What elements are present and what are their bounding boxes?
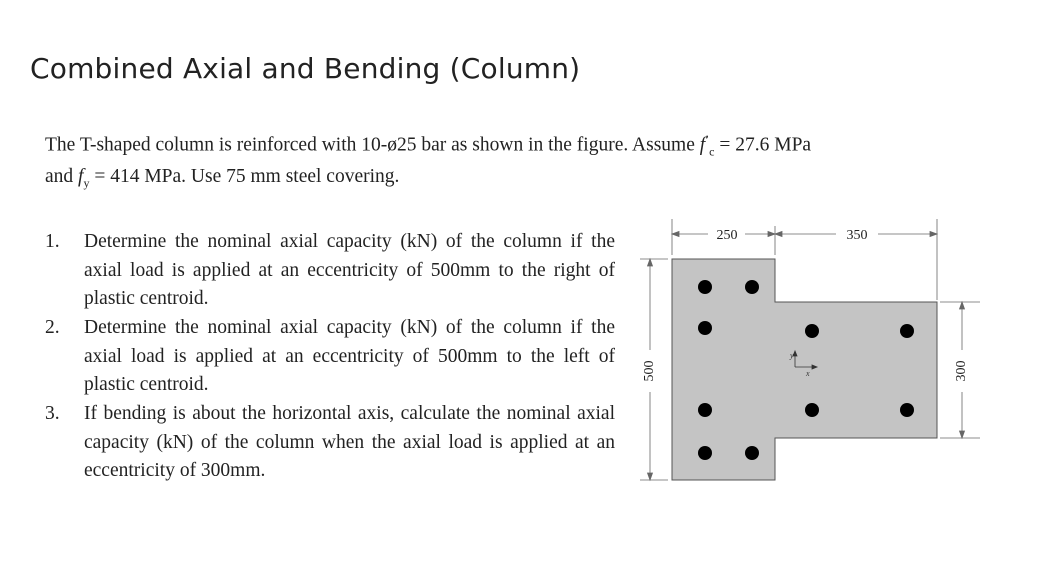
dim-250-label: 250 bbox=[716, 228, 738, 243]
question-text: Determine the nominal axial capacity (kN) of the column if the axial load is applied at an eccentricity of 500mm to the right of plastic centroid. bbox=[84, 231, 615, 309]
question-number: 3. bbox=[45, 403, 60, 424]
rebar bbox=[698, 280, 712, 294]
fy-value: = 414 MPa. Use 75 mm steel covering. bbox=[89, 166, 400, 188]
fc-value: = 27.6 MPa bbox=[714, 134, 812, 156]
question-item bbox=[45, 228, 615, 314]
intro-and: and bbox=[45, 166, 79, 188]
concrete-section bbox=[672, 259, 937, 480]
rebar bbox=[745, 446, 759, 460]
dim-500-label: 500 bbox=[642, 360, 658, 382]
question-text: If bending is about the horizontal axis, calculate the nominal axial capacity (kN) of the column when the axial load is applied at an eccentricity of 300mm. bbox=[84, 403, 615, 481]
question-item bbox=[45, 314, 615, 400]
rebar bbox=[745, 280, 759, 294]
fy-subscript: y bbox=[83, 176, 90, 191]
rebar bbox=[805, 403, 819, 417]
page-title: Combined Axial and Bending (Column) bbox=[30, 52, 581, 85]
problem-statement bbox=[45, 127, 1035, 196]
rebar bbox=[698, 446, 712, 460]
rebar bbox=[900, 403, 914, 417]
fc-subscript: c bbox=[709, 144, 715, 159]
intro-text: The T-shaped column is reinforced with 10-ø25 bar as shown in the figure. Assume bbox=[45, 134, 700, 156]
fc-symbol: f bbox=[699, 134, 706, 156]
fc-prime: ’ bbox=[705, 132, 710, 146]
question-number: 1. bbox=[45, 231, 60, 252]
rebar bbox=[805, 324, 819, 338]
question-text: Determine the nominal axial capacity (kN) of the column if the axial load is applied at an eccentricity of 500mm to the left of plastic centroid. bbox=[84, 317, 615, 395]
fy-symbol: f bbox=[78, 166, 84, 188]
question-number: 2. bbox=[45, 317, 60, 338]
rebar bbox=[900, 324, 914, 338]
question-item bbox=[45, 400, 615, 486]
dim-300-label: 300 bbox=[954, 360, 970, 382]
t-column-section-figure bbox=[620, 210, 1040, 510]
axis-y-label: y bbox=[790, 351, 794, 360]
axis-x-label: x bbox=[806, 369, 810, 378]
rebar bbox=[698, 403, 712, 417]
dim-350-label: 350 bbox=[846, 228, 868, 243]
rebar bbox=[698, 321, 712, 335]
